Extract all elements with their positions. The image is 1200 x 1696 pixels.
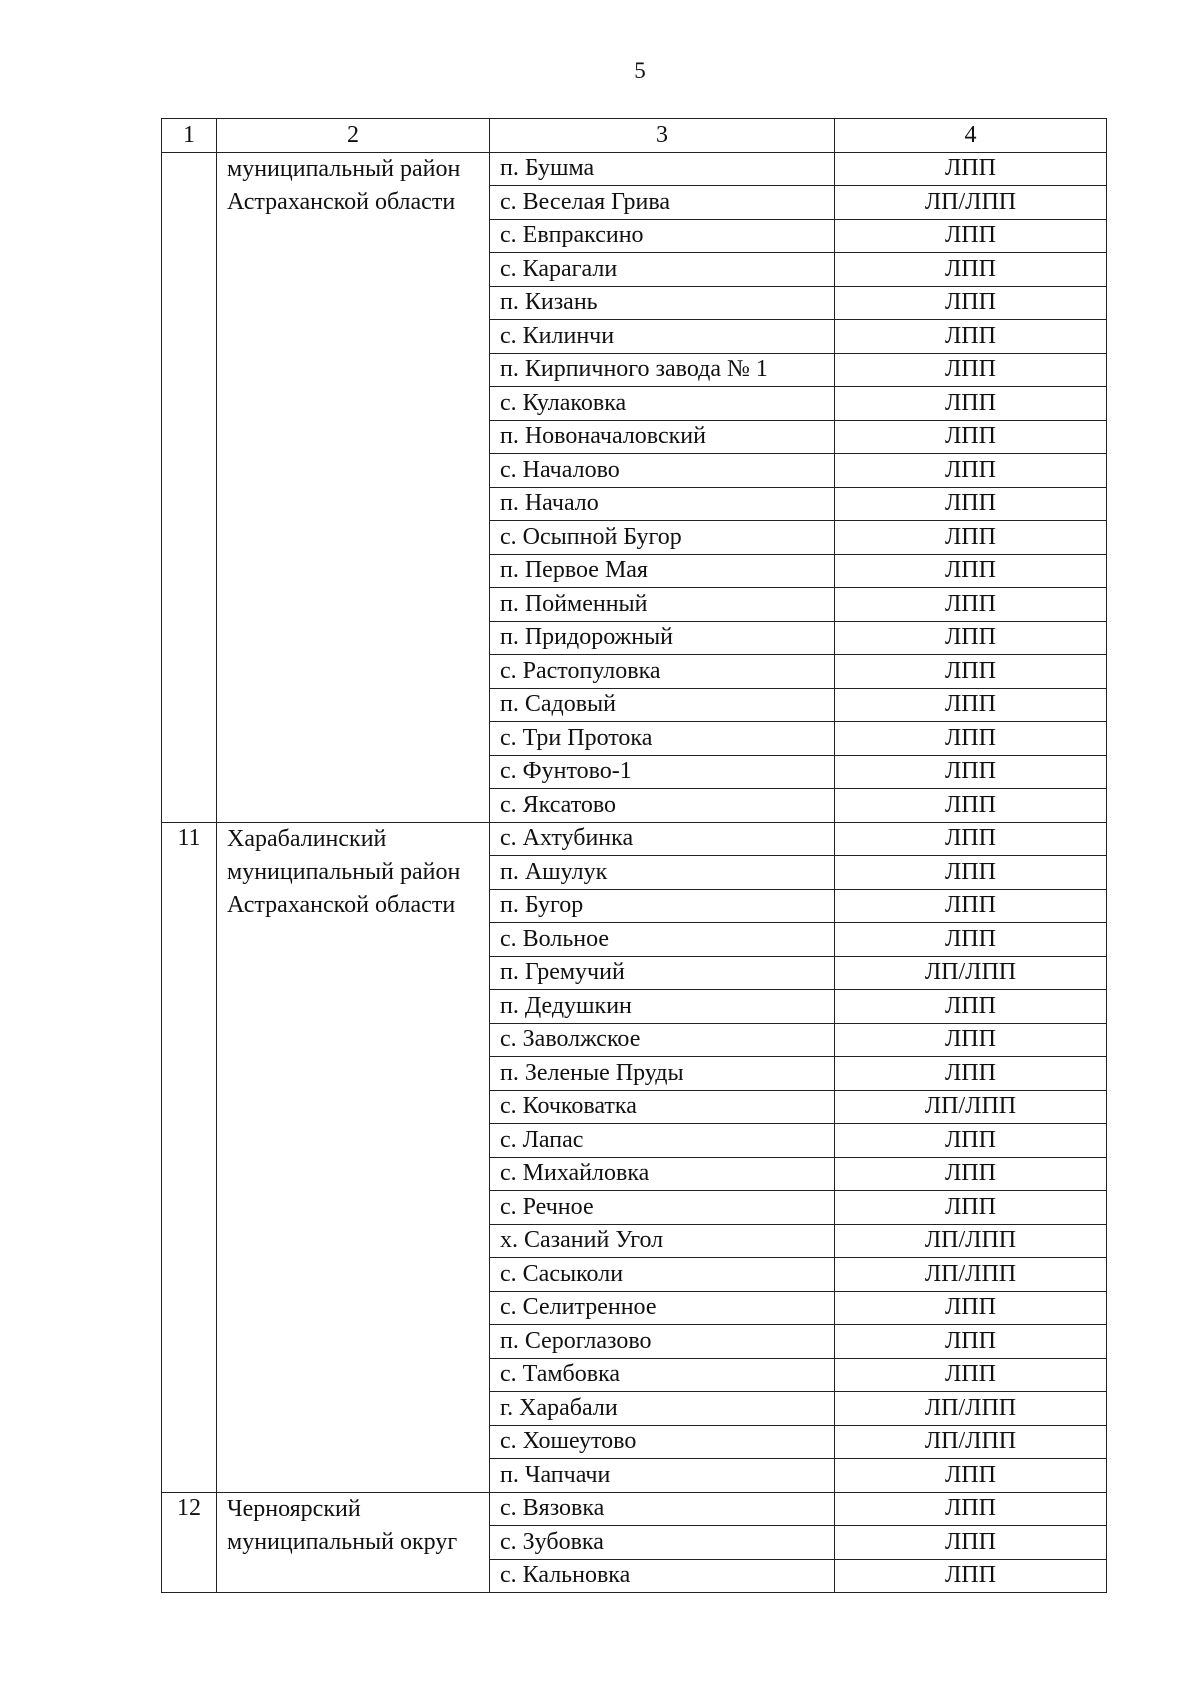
settlement-cell: с. Началово: [490, 454, 835, 488]
table-row: [162, 152, 1107, 186]
settlement-cell: с. Ахтубинка: [490, 822, 835, 856]
table-body: [162, 119, 1107, 1593]
category-cell: ЛПП: [835, 822, 1107, 856]
settlement-cell: с. Зубовка: [490, 1526, 835, 1560]
settlement-cell: с. Вольное: [490, 923, 835, 957]
category-cell: ЛПП: [835, 889, 1107, 923]
category-cell: ЛПП: [835, 722, 1107, 756]
category-cell: ЛПП: [835, 1459, 1107, 1493]
row-number-cell: 11: [162, 822, 217, 1492]
category-cell: ЛПП: [835, 286, 1107, 320]
settlement-cell: с. Карагали: [490, 253, 835, 287]
category-cell: ЛПП: [835, 1124, 1107, 1158]
category-cell: ЛПП: [835, 755, 1107, 789]
header-cell-3: 3: [490, 119, 835, 153]
category-cell: ЛПП: [835, 1291, 1107, 1325]
category-cell: ЛПП: [835, 487, 1107, 521]
category-cell: ЛПП: [835, 1325, 1107, 1359]
settlement-cell: п. Пойменный: [490, 588, 835, 622]
settlement-cell: п. Бушма: [490, 152, 835, 186]
settlement-cell: с. Кальновка: [490, 1559, 835, 1593]
settlement-cell: с. Михайловка: [490, 1157, 835, 1191]
settlement-cell: с. Осыпной Бугор: [490, 521, 835, 555]
settlement-cell: с. Три Протока: [490, 722, 835, 756]
category-cell: ЛПП: [835, 1358, 1107, 1392]
category-cell: ЛПП: [835, 621, 1107, 655]
table-row: [162, 1492, 1107, 1526]
category-cell: ЛПП: [835, 521, 1107, 555]
category-cell: ЛП/ЛПП: [835, 1392, 1107, 1426]
settlement-cell: п. Ашулук: [490, 856, 835, 890]
category-cell: ЛПП: [835, 320, 1107, 354]
category-cell: ЛПП: [835, 387, 1107, 421]
settlement-cell: с. Кочковатка: [490, 1090, 835, 1124]
settlement-cell: п. Новоначаловский: [490, 420, 835, 454]
settlement-cell: п. Начало: [490, 487, 835, 521]
settlement-cell: п. Бугор: [490, 889, 835, 923]
category-cell: ЛПП: [835, 1559, 1107, 1593]
settlement-cell: п. Первое Мая: [490, 554, 835, 588]
settlement-cell: с. Яксатово: [490, 789, 835, 823]
district-cell: муниципальный район Астраханской области: [217, 152, 490, 822]
settlement-cell: п. Кизань: [490, 286, 835, 320]
category-cell: ЛПП: [835, 554, 1107, 588]
settlement-cell: с. Заволжское: [490, 1023, 835, 1057]
settlements-table: [161, 118, 1107, 1593]
category-cell: ЛПП: [835, 152, 1107, 186]
page-number: 5: [634, 58, 646, 83]
category-cell: ЛПП: [835, 1057, 1107, 1091]
category-cell: ЛПП: [835, 923, 1107, 957]
category-cell: ЛПП: [835, 1492, 1107, 1526]
settlement-cell: п. Зеленые Пруды: [490, 1057, 835, 1091]
settlement-cell: п. Придорожный: [490, 621, 835, 655]
settlement-cell: с. Лапас: [490, 1124, 835, 1158]
district-cell: Харабалинский муниципальный район Астраханской области: [217, 822, 490, 1492]
settlement-cell: с. Евпраксино: [490, 219, 835, 253]
settlement-cell: г. Харабали: [490, 1392, 835, 1426]
row-number-cell: [162, 152, 217, 822]
category-cell: ЛПП: [835, 1023, 1107, 1057]
category-cell: ЛП/ЛПП: [835, 1224, 1107, 1258]
row-number-cell: 12: [162, 1492, 217, 1593]
district-cell: Черноярский муниципальный округ: [217, 1492, 490, 1593]
category-cell: ЛПП: [835, 353, 1107, 387]
settlement-cell: с. Веселая Грива: [490, 186, 835, 220]
category-cell: ЛП/ЛПП: [835, 1090, 1107, 1124]
settlement-cell: с. Кулаковка: [490, 387, 835, 421]
settlement-cell: с. Речное: [490, 1191, 835, 1225]
header-cell-2: 2: [217, 119, 490, 153]
settlement-cell: п. Чапчачи: [490, 1459, 835, 1493]
header-cell-1: 1: [162, 119, 217, 153]
category-cell: ЛПП: [835, 253, 1107, 287]
table-row: [162, 822, 1107, 856]
settlement-cell: п. Гремучий: [490, 956, 835, 990]
category-cell: ЛП/ЛПП: [835, 1425, 1107, 1459]
category-cell: ЛП/ЛПП: [835, 956, 1107, 990]
settlement-cell: п. Сероглазово: [490, 1325, 835, 1359]
settlement-cell: с. Сасыколи: [490, 1258, 835, 1292]
header-row: [162, 119, 1107, 153]
category-cell: ЛПП: [835, 789, 1107, 823]
settlement-cell: с. Фунтово-1: [490, 755, 835, 789]
category-cell: ЛПП: [835, 688, 1107, 722]
category-cell: ЛП/ЛПП: [835, 186, 1107, 220]
category-cell: ЛПП: [835, 1157, 1107, 1191]
settlement-cell: с. Хошеутово: [490, 1425, 835, 1459]
category-cell: ЛПП: [835, 1191, 1107, 1225]
category-cell: ЛПП: [835, 655, 1107, 689]
settlement-cell: с. Килинчи: [490, 320, 835, 354]
settlement-cell: с. Вязовка: [490, 1492, 835, 1526]
settlement-cell: с. Селитренное: [490, 1291, 835, 1325]
header-cell-4: 4: [835, 119, 1107, 153]
category-cell: ЛПП: [835, 588, 1107, 622]
category-cell: ЛПП: [835, 420, 1107, 454]
settlement-cell: с. Растопуловка: [490, 655, 835, 689]
category-cell: ЛП/ЛПП: [835, 1258, 1107, 1292]
settlement-cell: п. Дедушкин: [490, 990, 835, 1024]
settlement-cell: п. Садовый: [490, 688, 835, 722]
category-cell: ЛПП: [835, 454, 1107, 488]
category-cell: ЛПП: [835, 1526, 1107, 1560]
settlement-cell: х. Сазаний Угол: [490, 1224, 835, 1258]
category-cell: ЛПП: [835, 856, 1107, 890]
category-cell: ЛПП: [835, 990, 1107, 1024]
category-cell: ЛПП: [835, 219, 1107, 253]
settlement-cell: п. Кирпичного завода № 1: [490, 353, 835, 387]
settlement-cell: с. Тамбовка: [490, 1358, 835, 1392]
